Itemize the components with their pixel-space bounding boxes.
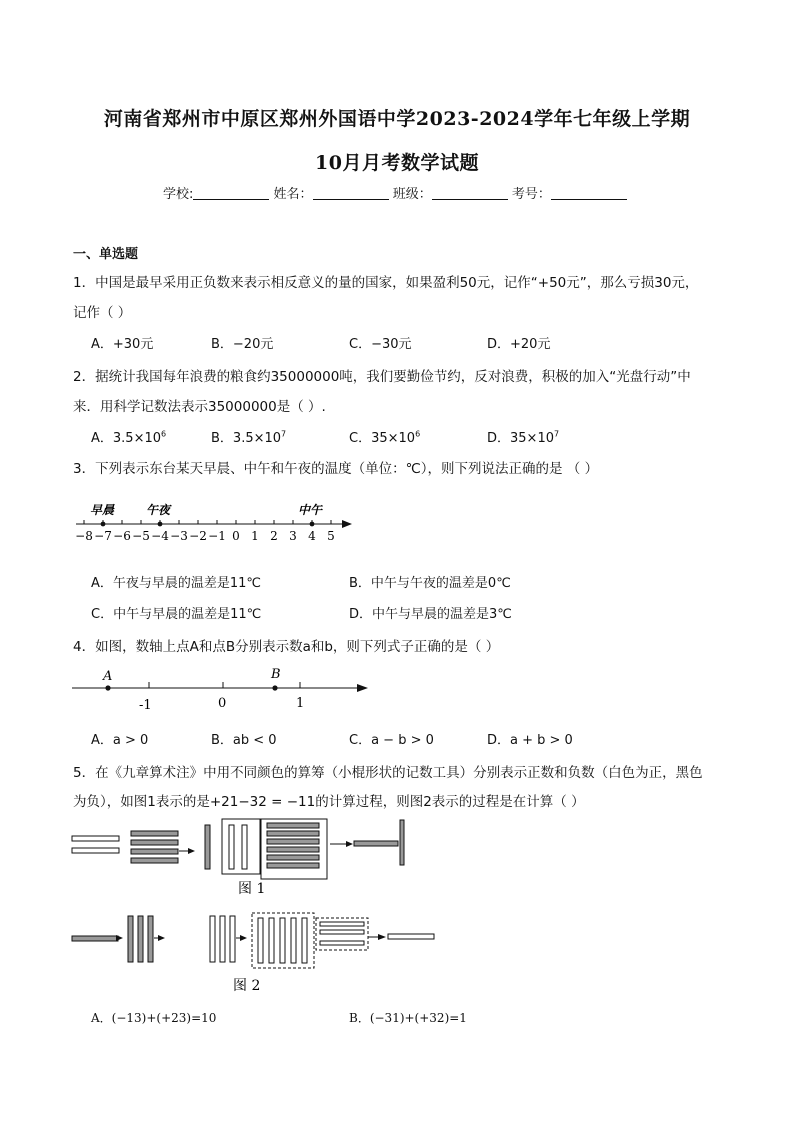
question-5-line2: 为负），如图1表示的是+21−32 = −11的计算过程，则图2表示的过程是在计算（ ） xyxy=(73,794,585,810)
info-fields xyxy=(163,183,627,202)
question-1-line1: 1．中国是最早采用正负数来表示相反意义的量的国家，如果盈利50元，记作“+50元”，那么亏损30元， xyxy=(73,275,699,291)
q4-point-b xyxy=(272,685,277,690)
q5-option-b[interactable]: B．(−31)+(+32)=1 xyxy=(349,1011,467,1025)
q3-tick-label: 2 xyxy=(270,529,278,543)
name-field[interactable] xyxy=(313,185,389,200)
q3-tick-label: −4 xyxy=(151,529,169,543)
examno-label: 考号： xyxy=(511,187,551,202)
q4-number-line xyxy=(70,664,375,716)
q4-tick-1: 1 xyxy=(296,696,305,711)
q3-tick-label: −2 xyxy=(189,529,207,543)
figure-2 xyxy=(70,910,440,995)
q4-option-a[interactable]: A．a > 0 xyxy=(91,733,149,748)
figure-1 xyxy=(70,815,415,900)
q1-option-a[interactable]: A．+30元 xyxy=(91,337,154,352)
class-field[interactable] xyxy=(432,185,508,200)
q1-option-b[interactable]: B．−20元 xyxy=(211,337,274,352)
q3-tick-label: 3 xyxy=(289,529,297,543)
q1-option-c[interactable]: C．−30元 xyxy=(349,337,412,352)
q3-tick-label: 5 xyxy=(327,529,335,543)
q3-label-midnight: 午夜 xyxy=(146,503,171,517)
q3-option-b[interactable]: B．中午与午夜的温差是0℃ xyxy=(349,576,511,591)
q3-label-morning: 早晨 xyxy=(90,503,115,517)
q3-tick-label: −6 xyxy=(113,529,131,543)
q4-option-b[interactable]: B．ab < 0 xyxy=(211,733,277,748)
q2-option-c[interactable]: C．$35\times 10^6$ xyxy=(349,429,421,446)
question-4-line1: 4．如图，数轴上点A和点B分别表示数a和b，则下列式子正确的是（ ） xyxy=(73,639,500,655)
school-field[interactable] xyxy=(193,185,269,200)
q3-option-a[interactable]: A．午夜与早晨的温差是11℃ xyxy=(91,576,262,591)
question-5-line1: 5．在《九章算术注》中用不同颜色的算筹（小棍形状的记数工具）分别表示正数和负数（白色为正，黑色 xyxy=(73,765,703,781)
q5-option-a[interactable]: A．(−13)+(+23)=10 xyxy=(91,1011,217,1025)
question-3-line1: 3．下列表示东台某天早晨、中午和午夜的温度（单位：℃），则下列说法正确的是 （ ） xyxy=(73,461,599,477)
q1-option-d[interactable]: D．+20元 xyxy=(487,337,551,352)
question-2-line2: 来．用科学记数法表示35000000是（ ）. xyxy=(73,399,326,415)
q2-option-d[interactable]: D．$35\times 10^7$ xyxy=(487,429,560,446)
name-label: 姓名： xyxy=(273,187,313,202)
question-1-line2: 记作（ ） xyxy=(73,305,132,321)
q3-point-midnight xyxy=(158,522,163,527)
q3-tick-label: 1 xyxy=(251,529,259,543)
class-label: 班级： xyxy=(392,187,432,202)
examno-field[interactable] xyxy=(551,185,627,200)
q3-point-noon xyxy=(310,522,315,527)
q3-tick-label: 0 xyxy=(232,529,240,543)
page-title: 河南省郑州市中原区郑州外国语中学2023-2024学年七年级上学期 xyxy=(103,108,691,130)
q3-point-morning xyxy=(101,522,106,527)
q3-tick-label: −3 xyxy=(170,529,188,543)
q2-option-a[interactable]: A．$3.5\times 10^6$ xyxy=(91,429,167,446)
q2-option-b[interactable]: B．$3.5\times 10^7$ xyxy=(211,429,287,446)
question-2-line1: 2．据统计我国每年浪费的粮食约35000000吨，我们要勤俭节约，反对浪费，积极的加入“光盘行动”中 xyxy=(73,369,691,385)
q3-tick-label: 4 xyxy=(308,529,316,543)
q3-option-d[interactable]: D．中午与早晨的温差是3℃ xyxy=(349,607,512,622)
q4-tick-neg1: -1 xyxy=(139,698,152,713)
q4-option-c[interactable]: C．a − b > 0 xyxy=(349,733,434,748)
q3-tick-label: −5 xyxy=(132,529,150,543)
q3-tick-label: −1 xyxy=(208,529,226,543)
q4-label-b: B xyxy=(271,667,281,682)
page-subtitle: 10月月考数学试题 xyxy=(315,152,479,174)
q3-label-noon: 中午 xyxy=(298,503,323,517)
school-label: 学校: xyxy=(163,187,194,202)
q3-tick-label: −7 xyxy=(94,529,112,543)
q4-tick-0: 0 xyxy=(218,696,227,711)
q3-tick-label: −8 xyxy=(75,529,93,543)
fig1-caption: 图 1 xyxy=(238,881,266,897)
q4-option-d[interactable]: D．a + b > 0 xyxy=(487,733,573,748)
q3-option-c[interactable]: C．中午与早晨的温差是11℃ xyxy=(91,607,262,622)
fig2-caption: 图 2 xyxy=(233,978,261,994)
section-title: 一、单选题 xyxy=(73,247,139,262)
q4-label-a: A xyxy=(103,669,113,684)
q4-point-a xyxy=(105,685,110,690)
q3-number-line xyxy=(70,500,360,548)
